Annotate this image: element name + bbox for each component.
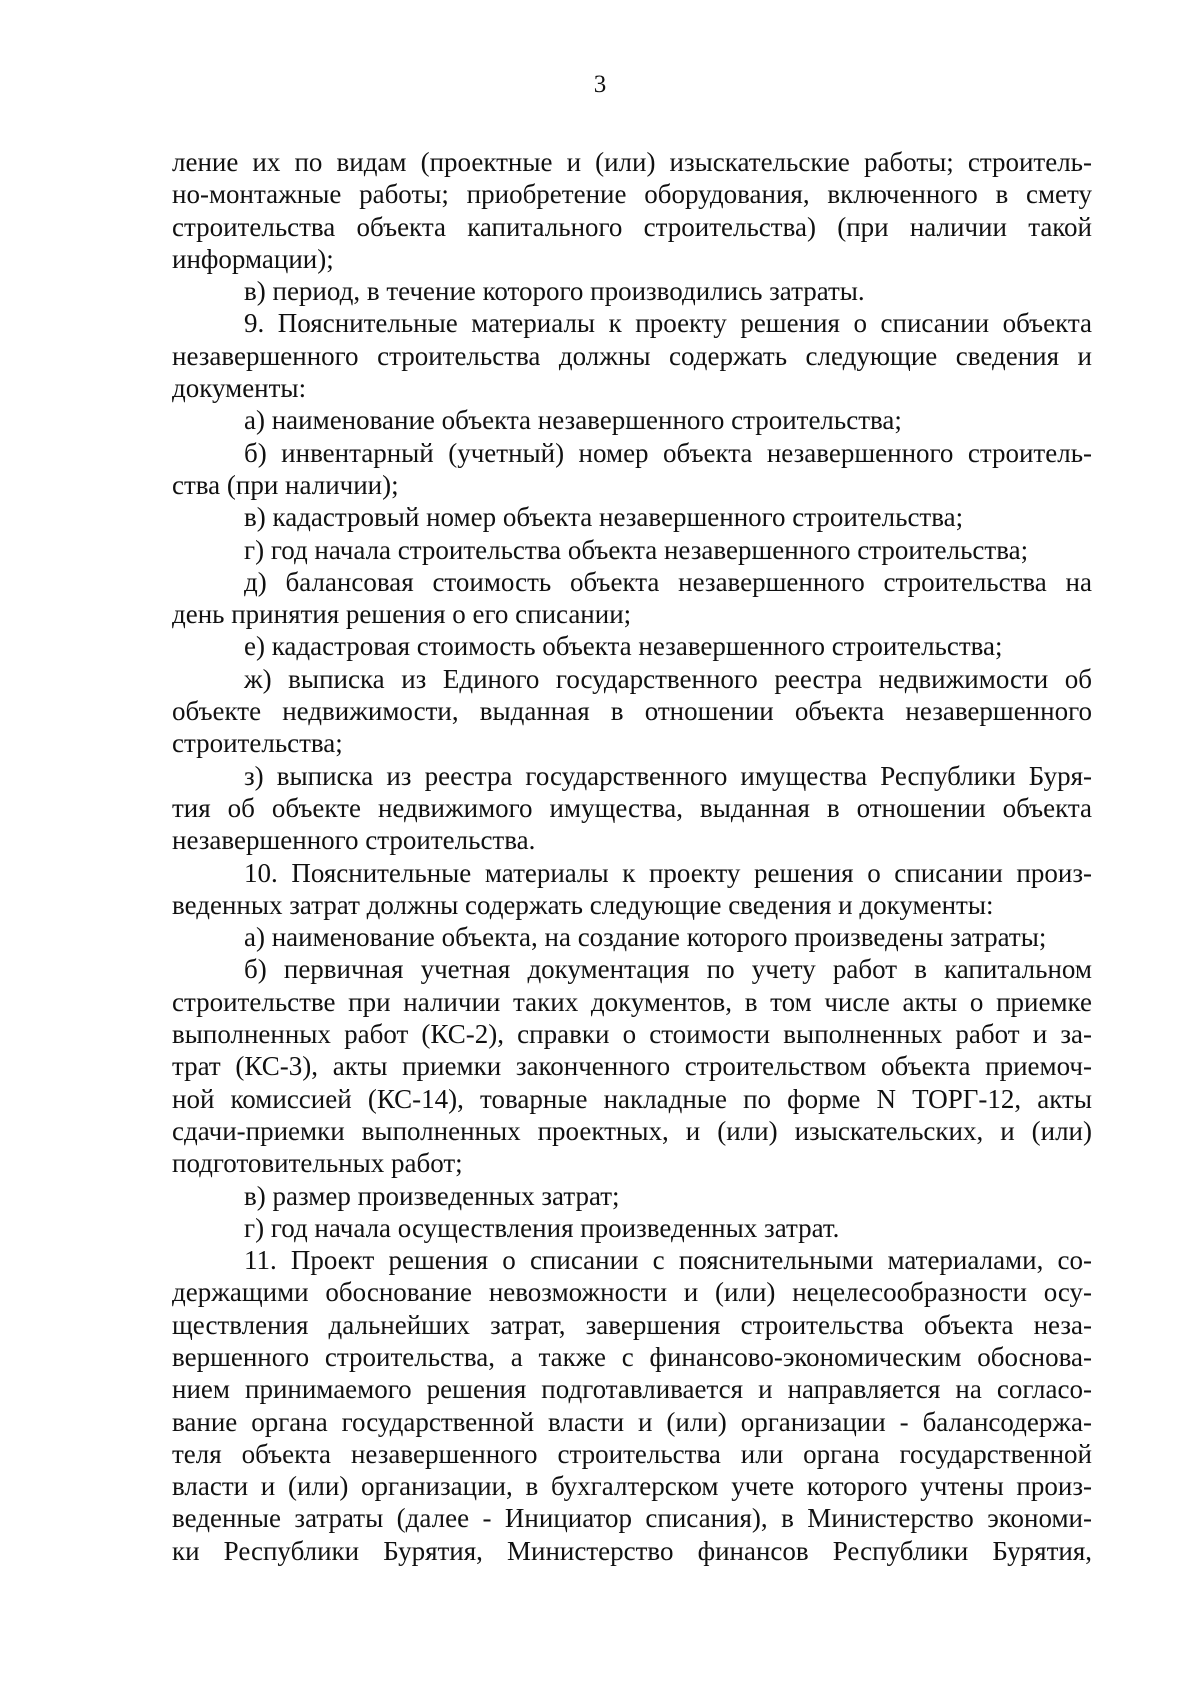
text-line: 11. Проект решения о списании с пояснительными материалами, со- [244,1245,1092,1276]
text-line: б) инвентарный (учетный) номер объекта незавершенного строитель- [244,437,1092,468]
text-line: 10. Пояснительные материалы к проекту решения о списании произ- [244,857,1092,888]
text-line: з) выписка из реестра государственного имущества Республики Буря- [244,760,1092,791]
text-line: а) наименование объекта, на создание которого произведены затраты; [244,922,1047,953]
text-line: ж) выписка из Единого государственного реестра недвижимости об [244,663,1092,694]
text-line: 9. Пояснительные материалы к проекту решения о списании объекта [244,308,1092,339]
text-line: ление их по видам (проектные и (или) изыскательские работы; строитель- [172,147,1092,177]
text-line: держащими обоснование невозможности и (или) нецелесообразности осу- [172,1277,1092,1308]
text-line: веденные затраты (далее - Инициатор списания), в Министерство экономи- [172,1503,1092,1534]
text-line: ной комиссией (КС-14), товарные накладные по форме N ТОРГ-12, акты [172,1083,1092,1114]
text-line: ществления дальнейших затрат, завершения строительства объекта неза- [172,1309,1092,1340]
text-line: г) год начала осуществления произведенных затрат. [244,1212,840,1243]
text-line: строительстве при наличии таких документов, в том числе акты о приемке [172,986,1092,1017]
text-line: е) кадастровая стоимость объекта незавершенного строительства; [244,631,1003,662]
text-line: в) размер произведенных затрат; [244,1180,620,1211]
text-line: день принятия решения о его списании; [172,599,632,630]
text-line: строительства; [172,728,343,759]
text-line: вание органа государственной власти и (или) организации - балансодержа- [172,1406,1092,1437]
text-line: информации); [172,243,334,274]
text-line: власти и (или) организации, в бухгалтерском учете которого учтены произ- [172,1471,1092,1502]
text-line: незавершенного строительства. [172,825,536,856]
text-line: незавершенного строительства должны содержать следующие сведения и [172,340,1092,371]
text-line: сдачи-приемки выполненных проектных, и (или) изыскательских, и (или) [172,1115,1092,1146]
text-line: в) период, в течение которого производились затраты. [244,276,865,307]
text-line: теля объекта незавершенного строительства или органа государственной [172,1438,1092,1469]
page-number: 3 [593,71,607,98]
text-line: д) балансовая стоимость объекта незавершенного строительства на [244,566,1092,597]
text-line: ки Республики Бурятия, Министерство финансов Республики Бурятия, [172,1535,1092,1566]
text-line: строительства объекта капитального строительства) (при наличии такой [172,211,1092,242]
text-line: тия об объекте недвижимого имущества, выданная в отношении объекта [172,792,1092,823]
document-body [172,146,1092,1567]
text-line: нием принимаемого решения подготавливается и направляется на согласо- [172,1374,1092,1405]
text-line: ства (при наличии); [172,469,399,500]
text-line: документы: [172,373,307,404]
text-line: б) первичная учетная документация по учету работ в капитальном [244,954,1092,985]
text-line: подготовительных работ; [172,1148,463,1179]
text-line: г) год начала строительства объекта незавершенного строительства; [244,534,1029,565]
text-line: трат (КС-3), акты приемки законченного строительством объекта приемоч- [172,1051,1092,1082]
text-line: выполненных работ (КС-2), справки о стоимости выполненных работ и за- [172,1019,1092,1050]
text-line: но-монтажные работы; приобретение оборудования, включенного в смету [172,179,1092,210]
text-line: веденных затрат должны содержать следующие сведения и документы: [172,889,994,920]
text-line: в) кадастровый номер объекта незавершенного строительства; [244,502,964,533]
text-line: вершенного строительства, а также с финансово-экономическим обоснова- [172,1341,1092,1372]
text-line: а) наименование объекта незавершенного строительства; [244,405,902,436]
text-line: объекте недвижимости, выданная в отношении объекта незавершенного [172,696,1092,727]
